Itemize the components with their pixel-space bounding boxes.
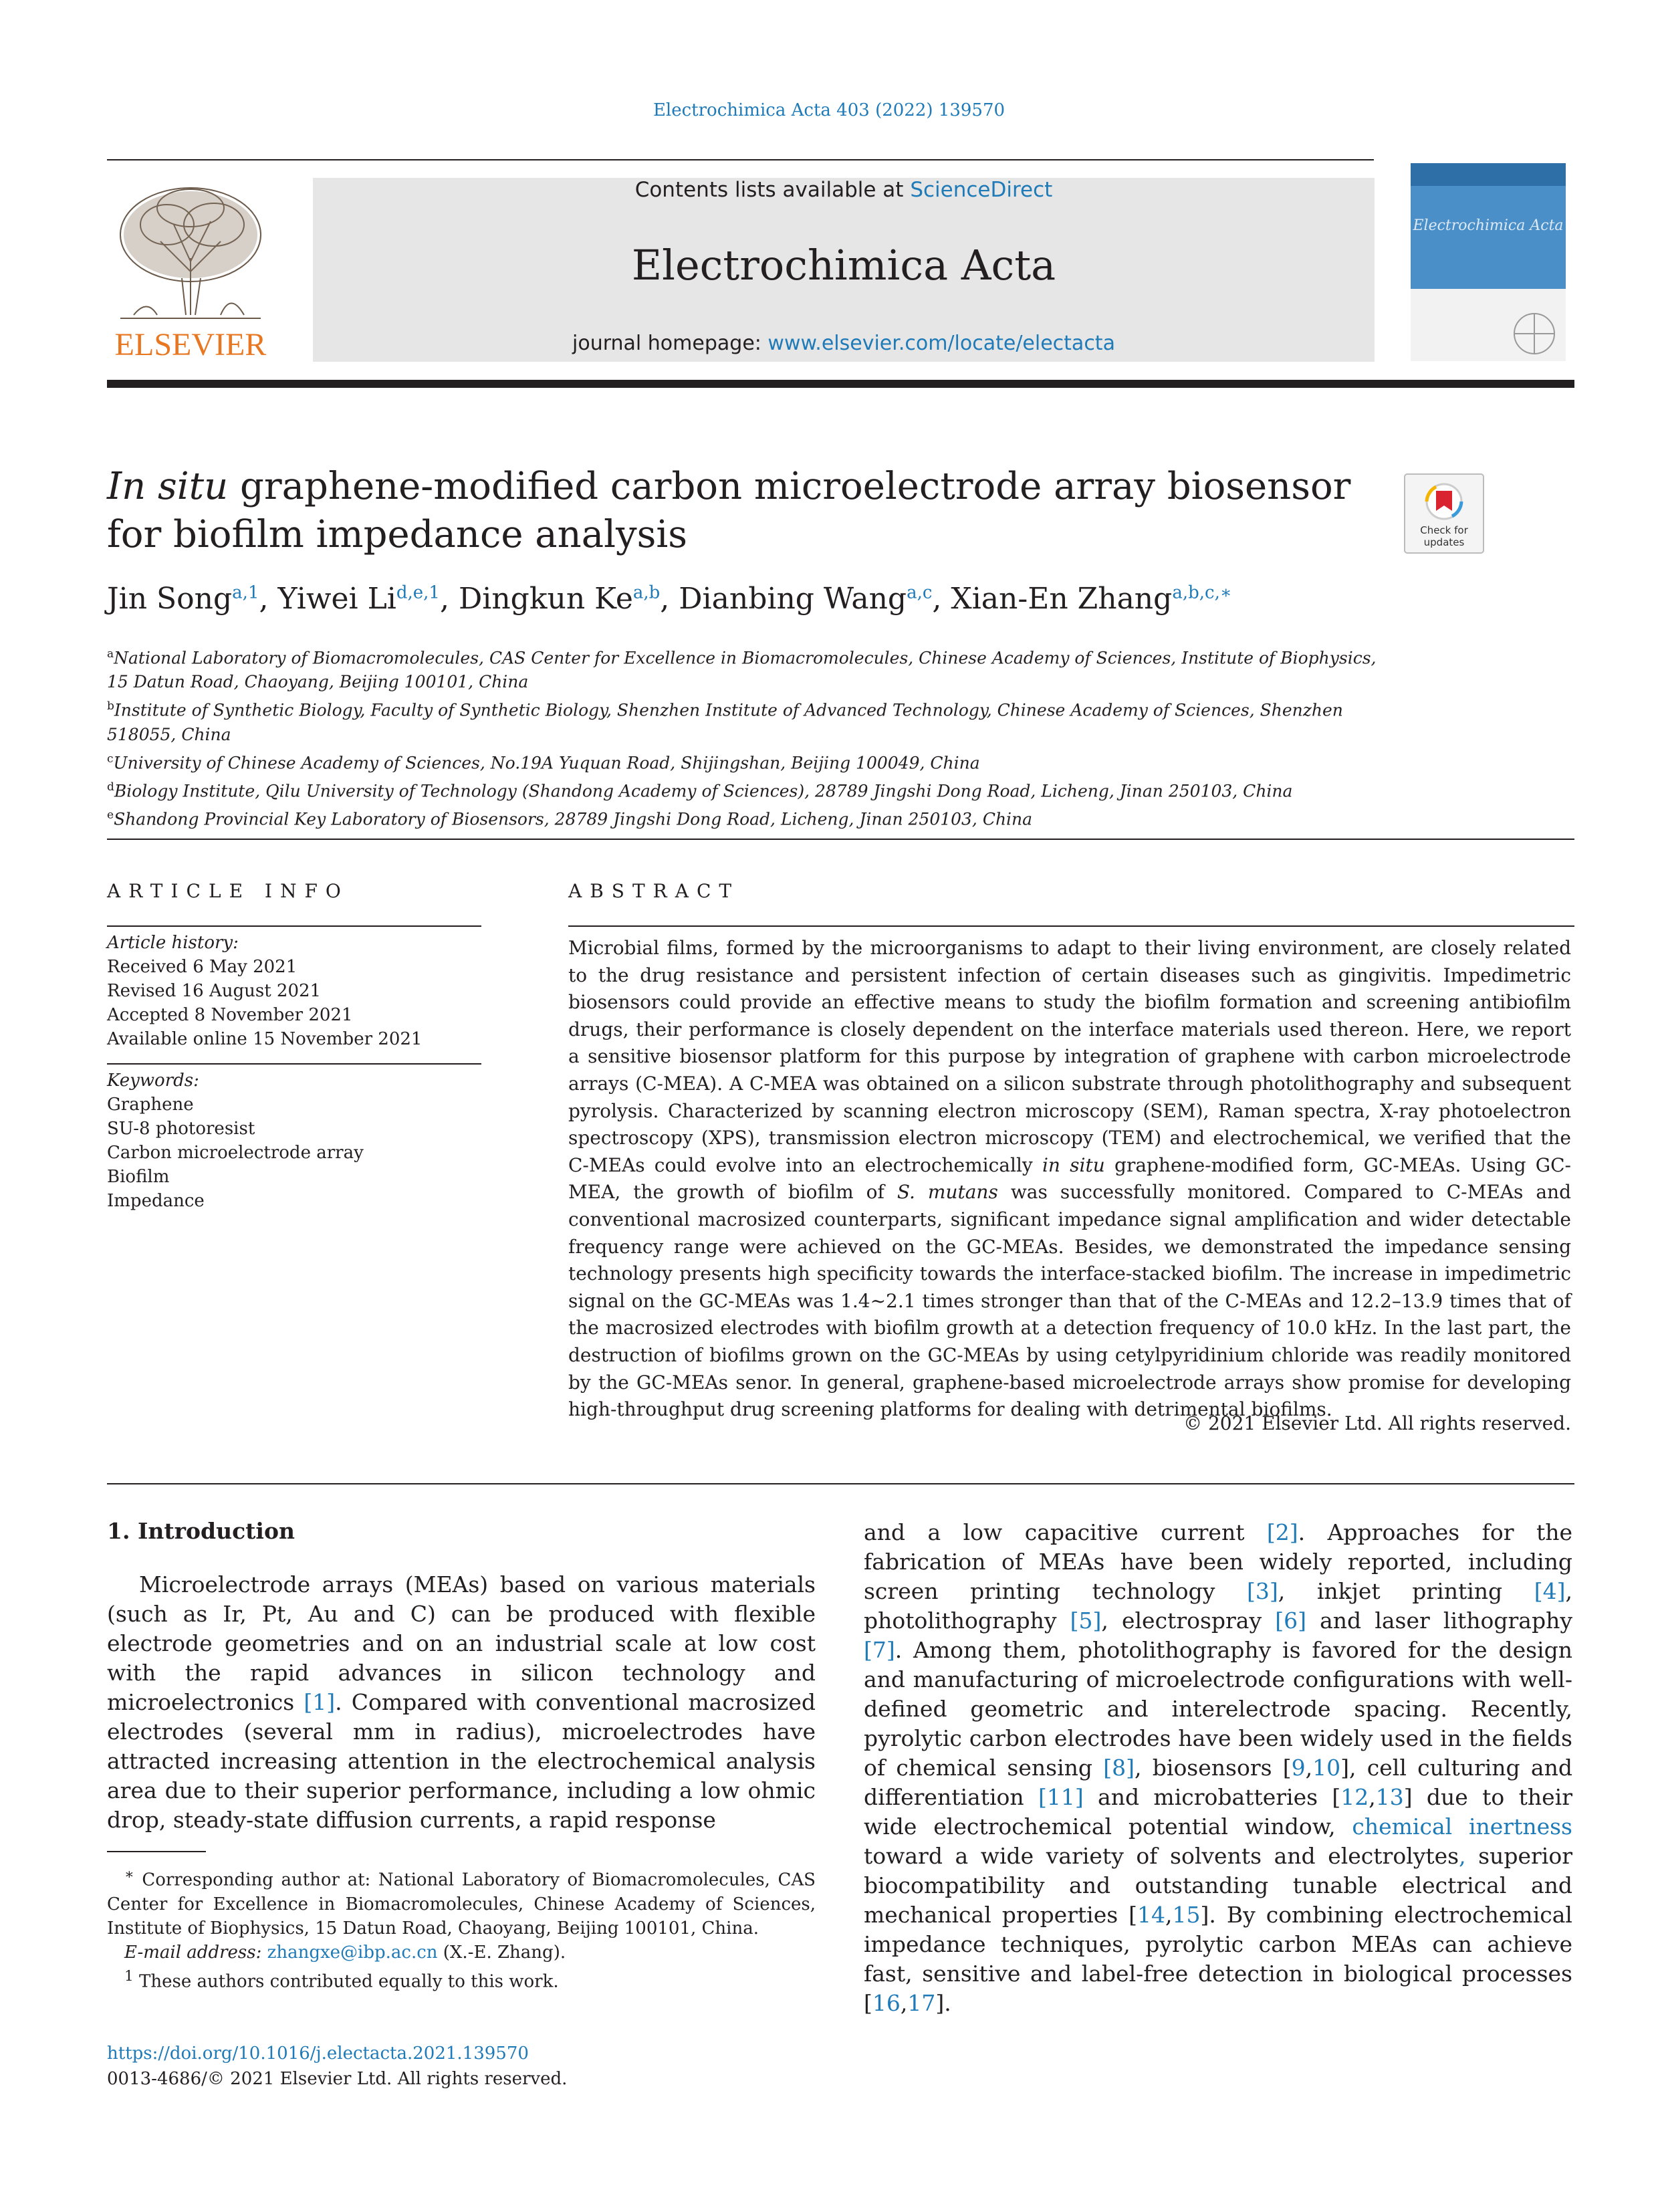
article-info-rule [107,925,481,927]
affiliation-text: University of Chinese Academy of Sciences, No.19A Yuquan Road, Shijingshan, Beijing 100049, China [113,752,980,772]
intro-text: ] due to their wide electrochemical potential window, [864,1784,1572,1840]
history-entry: Revised 16 August 2021 [107,981,322,1001]
citation-link[interactable]: 15 [1172,1902,1201,1928]
history-entry: Accepted 8 November 2021 [107,1005,353,1025]
citation-link[interactable]: 10 [1312,1755,1341,1781]
intro-text: . Among them, photolithography is favored for the design and manufacturing of microelectrode configurations with well-defined geometric and interelectrode spacing. Recently, pyrolytic carbon electrodes have been widely used in the fields of chemical sensing [864,1637,1572,1781]
intro-text: toward a wide variety of solvents and electrolytes [864,1843,1459,1869]
author-affiliation-marker[interactable]: a,1 [232,582,259,603]
affiliation-item [107,642,1377,694]
citation-link[interactable]: 13 [1375,1784,1404,1810]
sciencedirect-link[interactable]: ScienceDirect [910,178,1053,202]
intro-text: , photolithography [864,1578,1572,1634]
intro-text: and microbatteries [ [1083,1784,1341,1810]
citation-link[interactable]: [4] [1534,1578,1566,1604]
footnotes: ∗ Corresponding author at: National Laboratory of Biomacromolecules, CAS Center for Excellence in Biomacromolecules, Chinese Academy of Sciences, Institute of Biophysics, 15 Datun Road, Chaoyang, Beijing 100101, China. E-mail address: zhangxe@ibp.ac.cn (X.-E. Zhang). $^1$ These authors contributed equally to this work. [107,1866,816,1992]
svg-text:ELSEVIER: ELSEVIER [114,327,267,362]
citation-link[interactable]: 17 [907,1990,936,2016]
journal-homepage-link[interactable]: www.elsevier.com/locate/electacta [767,332,1115,355]
affiliation-text: Biology Institute, Qilu University of Technology (Shandong Academy of Sciences), 28789 Jingshi Dong Road, Licheng, Jinan 250103, China [114,781,1293,801]
intro-text: superior biocompatibility and outstanding tunable electrical and mechanical properties [ [864,1843,1572,1928]
cover-title: Electrochimica Acta [1413,217,1564,234]
corresponding-email-link[interactable]: zhangxe@ibp.ac.cn [267,1942,438,1963]
abstract-text: Microbial films, formed by the microorganisms to adapt to their living environment, are closely related to the drug resistance and persistent infection of certain diseases such as gingivitis. Impedimetric biosensors could provide an effective means to study the biofilm formation and screening antibiofilm drugs, their performance is closely dependent on the interface materials used thereon. Here, we report a sensitive biosensor platform for this purpose by integration of graphene with carbon microelectrode arrays (C-MEA). A C-MEA was obtained on a silicon substrate through photolithography and subsequent pyrolysis. Characterized by scanning electron microscopy (SEM), Raman spectra, X-ray photoelectron spectroscopy (XPS), transmission electron microscopy (TEM) and electrochemical, we verified that the C-MEAs could evolve into an electrochemically in situ graphene-modified form, GC-MEAs. Using GC-MEA, the growth of biofilm of S. mutans was successfully monitored. Compared to C-MEAs and conventional macrosized counterparts, significant impedance signal amplification and wider detectable frequency range were achieved on the GC-MEAs. Besides, we demonstrated the impedance sensing technology presents high specificity towards the interface-stacked biofilm. The increase in impedimetric signal on the GC-MEAs was 1.4~2.1 times stronger than that of the C-MEAs and 12.2–13.9 times that of the macrosized electrodes with biofilm growth at a detection frequency of 10.0 kHz. In the last part, the destruction of biofilms grown on the GC-MEAs by using cetylpyridinium chloride was readily monitored by the GC-MEAs senor. In general, graphene-based microelectrode arrays show promise for developing high-throughput drug screening platforms for dealing with detrimental biofilms. [568,937,1572,1421]
keyword-item: Carbon microelectrode array [107,1143,364,1163]
journal-name: Electrochimica Acta [631,241,1056,290]
abstract-separator [107,1483,1574,1484]
keyword-item: Impedance [107,1191,205,1211]
issn-line: 0013-4686/© 2021 Elsevier Ltd. All rights reserved. [107,2069,568,2089]
contents-line: Contents lists available at ScienceDirect [634,178,1053,202]
citation-link[interactable]: 16 [872,1990,901,2016]
keywords-rule [107,1063,481,1065]
intro-text: and a low capacitive current [864,1519,1267,1545]
affiliation-text: National Laboratory of Biomacromolecules, CAS Center for Excellence in Biomacromolecules, Chinese Academy of Sciences, Institute of Biophysics, 15 Datun Road, Chaoyang, Beijing 100101, China [107,648,1377,692]
affiliation-item [107,803,1377,831]
intro-text: ]. By combining electrochemical impedance techniques, pyrolytic carbon MEAs can achieve fast, sensitive and label-free detection in biological processes [ [864,1902,1572,2016]
masthead-bottom-rule [107,380,1574,388]
author-affiliation-marker[interactable]: d,e,1 [396,582,440,603]
citation-link[interactable]: [1] [304,1689,336,1715]
author-separator: , [660,582,679,616]
author-list [107,582,1511,616]
citation-link[interactable]: 14 [1137,1902,1166,1928]
abstract-rule [568,925,1574,927]
journal-cover-thumbnail[interactable] [1411,163,1566,361]
elsevier-tree-logo-icon [107,178,274,365]
history-entry: Available online 15 November 2021 [107,1029,423,1049]
intro-text: , [1369,1784,1376,1810]
intro-right-column [864,1518,1572,2018]
affiliation-text: Shandong Provincial Key Laboratory of Biosensors, 28789 Jingshi Dong Road, Licheng, Jinan 250103, China [114,809,1033,829]
abstract-copyright: © 2021 Elsevier Ltd. All rights reserved. [1183,1412,1571,1434]
abstract-heading: ABSTRACT [568,880,740,902]
intro-text: , biosensors [ [1135,1755,1292,1781]
crossmark-badge-icon[interactable] [1404,473,1484,554]
citation-link[interactable]: [2] [1266,1519,1298,1545]
intro-text: , electrospray [1101,1608,1276,1634]
citation-link[interactable]: [5] [1070,1608,1102,1634]
article-info-heading: ARTICLE INFO [107,880,349,902]
intro-left-column [107,1570,816,1835]
affiliation-item [107,775,1377,803]
author-name: Dingkun Ke [458,582,633,616]
affiliations [107,642,1377,832]
intro-text: Microelectrode arrays (MEAs) based on various materials (such as Ir, Pt, Au and C) can be produced with flexible electrode geometries and on an industrial scale at low cost with the rapid advances in silicon technology and microelectronics [107,1571,816,1715]
affiliation-marker: e [107,808,114,822]
author-name: Jin Song [107,582,233,616]
article-history: Article history: Received 6 May 2021 Revised 16 August 2021 Accepted 8 November 2021 Available online 15 November 2021 [107,931,481,1051]
affiliation-item [107,694,1377,746]
author-affiliation-marker[interactable]: a,b,c,∗ [1172,582,1232,603]
section-heading-introduction: 1. Introduction [107,1518,295,1544]
author-name: Xian-En Zhang [951,582,1173,616]
svg-text:updates: updates [1423,536,1465,548]
article-title: In situ graphene-modified carbon microelectrode array biosensor for biofilm impedance analysis [107,465,1351,556]
author-separator: , [259,582,278,616]
keyword-item: SU-8 photoresist [107,1119,255,1139]
keyword-item: Biofilm [107,1167,170,1187]
history-entry: Received 6 May 2021 [107,957,298,977]
citation-link[interactable]: chemical inertness [1352,1813,1572,1840]
intro-text: and laser lithography [1306,1608,1572,1634]
citation-link[interactable]: , [1459,1843,1466,1869]
author-name: Dianbing Wang [679,582,907,616]
citation-link[interactable]: [3] [1247,1578,1278,1604]
citation-link[interactable]: 12 [1340,1784,1369,1810]
footnote-rule [107,1851,206,1852]
citation-link[interactable]: [8] [1103,1755,1135,1781]
citation-link[interactable]: [6] [1275,1608,1306,1634]
intro-text: ], cell culturing and differentiation [864,1755,1572,1810]
citation-link[interactable]: 9 [1291,1755,1306,1781]
homepage-line: journal homepage: www.elsevier.com/locate/electacta [572,332,1115,355]
author-separator: , [932,582,951,616]
affiliation-marker: b [107,699,114,713]
affiliation-item [107,747,1377,775]
running-head[interactable]: Electrochimica Acta 403 (2022) 139570 [653,100,1005,120]
keyword-item: Graphene [107,1095,194,1115]
author-affiliation-marker[interactable]: a,c [907,582,933,603]
intro-text: , inkjet printing [1278,1578,1534,1604]
affiliation-text: Institute of Synthetic Biology, Faculty of Synthetic Biology, Shenzhen Institute of Advanced Technology, Chinese Academy of Sciences, Shenzhen 518055, China [107,700,1343,744]
affiliation-marker: d [107,780,114,794]
author-separator: , [439,582,459,616]
intro-text: . Approaches for the fabrication of MEAs have been widely reported, including screen printing technology [864,1519,1572,1604]
affiliation-marker: c [107,752,114,766]
svg-text:Check for: Check for [1420,524,1468,536]
header-separator [107,839,1574,840]
author-name: Yiwei Li [277,582,396,616]
affiliation-marker: a [107,647,114,661]
masthead-top-rule [107,159,1374,160]
intro-text: , [900,1990,908,2016]
intro-text: ]. [935,1990,951,2016]
intro-text: , [1305,1755,1313,1781]
citation-link[interactable]: [11] [1038,1784,1084,1810]
keywords: Keywords: Graphene SU-8 photoresist Carbon microelectrode array Biofilm Impedance [107,1069,481,1213]
citation-link[interactable]: [7] [864,1637,895,1663]
author-affiliation-marker[interactable]: a,b [632,582,661,603]
intro-text: , [1165,1902,1173,1928]
doi-link[interactable]: https://doi.org/10.1016/j.electacta.2021.139570 [107,2043,529,2064]
intro-text: . Compared with conventional macrosized electrodes (several mm in radius), microelectrodes have attracted increasing attention in the electrochemical analysis area due to their superior performance, including a low ohmic drop, steady-state diffusion currents, a rapid response [107,1689,816,1833]
